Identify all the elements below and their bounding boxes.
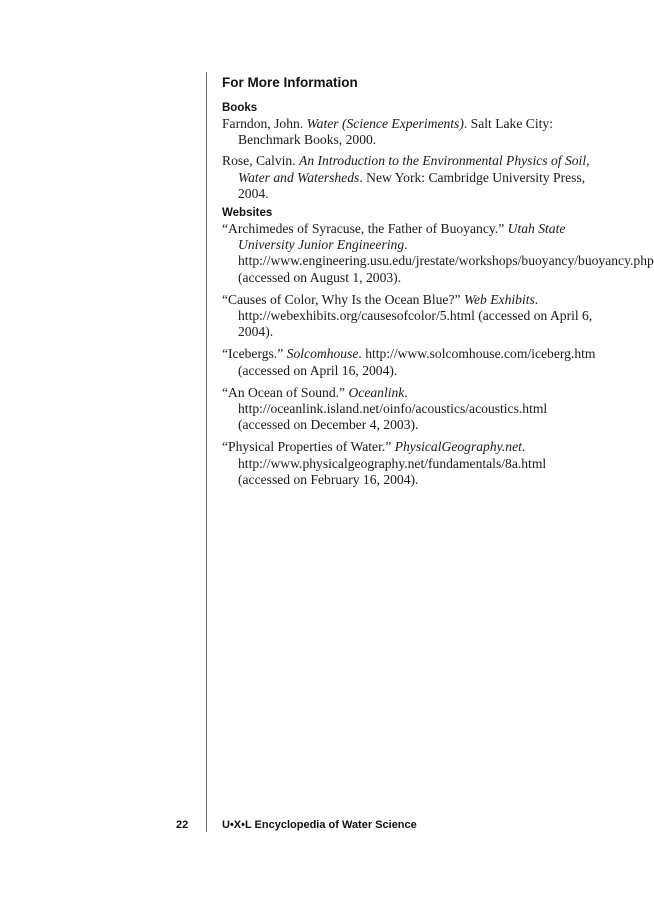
entry-text: “Causes of Color, Why Is the Ocean Blue?” <box>222 291 464 307</box>
entry-text: . New York: Cambridge University Press, 2004. <box>238 169 586 201</box>
entry-title: Water (Science Experiments) <box>306 116 464 131</box>
website-entry <box>222 346 600 378</box>
section-title: For More Information <box>222 75 358 90</box>
books-heading: Books <box>222 102 258 114</box>
website-entry <box>222 221 654 286</box>
entry-text: Rose, Calvin. <box>222 153 300 169</box>
main-content <box>222 75 654 494</box>
entry-text: “An Ocean of Sound.” <box>222 384 349 400</box>
websites-section <box>222 207 654 488</box>
website-entry <box>222 439 600 488</box>
margin-rule <box>206 72 207 832</box>
entry-title: Oceanlink <box>348 384 405 400</box>
running-title: U•X•L Encyclopedia of Water Science <box>222 819 417 831</box>
entry-text: . http://www.engineering.usu.edu/jrestate/workshops/buoyancy/buoyancy.php (accessed on August 1, 2003). <box>238 237 654 285</box>
entry-text: “Physical Properties of Water.” <box>222 439 395 455</box>
entry-title: Solcomhouse <box>286 346 359 362</box>
entry-text: . http://www.physicalgeography.net/fundamentals/8a.html (accessed on February 16, 2004). <box>238 439 547 487</box>
entry-text: Farndon, John. <box>222 116 307 131</box>
entry-text: “Icebergs.” <box>222 346 287 362</box>
entry-title: Utah State University Junior Engineering <box>238 221 566 253</box>
website-entry <box>222 292 600 341</box>
entry-text: “Archimedes of Syracuse, the Father of Buoyancy.” <box>222 221 508 237</box>
entry-title: Web Exhibits <box>463 291 535 307</box>
website-entry <box>222 385 600 434</box>
entry-text: . http://oceanlink.island.net/oinfo/acoustics/acoustics.html (accessed on December 4, 2003). <box>238 384 548 433</box>
books-section <box>222 102 600 202</box>
book-entry <box>222 116 600 148</box>
entry-text: . Salt Lake City: Benchmark Books, 2000. <box>238 116 553 148</box>
entry-text: . http://webexhibits.org/causesofcolor/5.html (accessed on April 6, 2004). <box>238 291 593 340</box>
book-entry <box>222 153 600 202</box>
page-number: 22 <box>176 819 189 831</box>
entry-title: An Introduction to the Environmental Physics of Soil, Water and Watersheds <box>238 153 590 185</box>
websites-heading: Websites <box>222 207 273 220</box>
entry-title: PhysicalGeography.net <box>394 439 522 455</box>
entry-text: . http://www.solcomhouse.com/iceberg.htm (accessed on April 16, 2004). <box>238 346 596 378</box>
